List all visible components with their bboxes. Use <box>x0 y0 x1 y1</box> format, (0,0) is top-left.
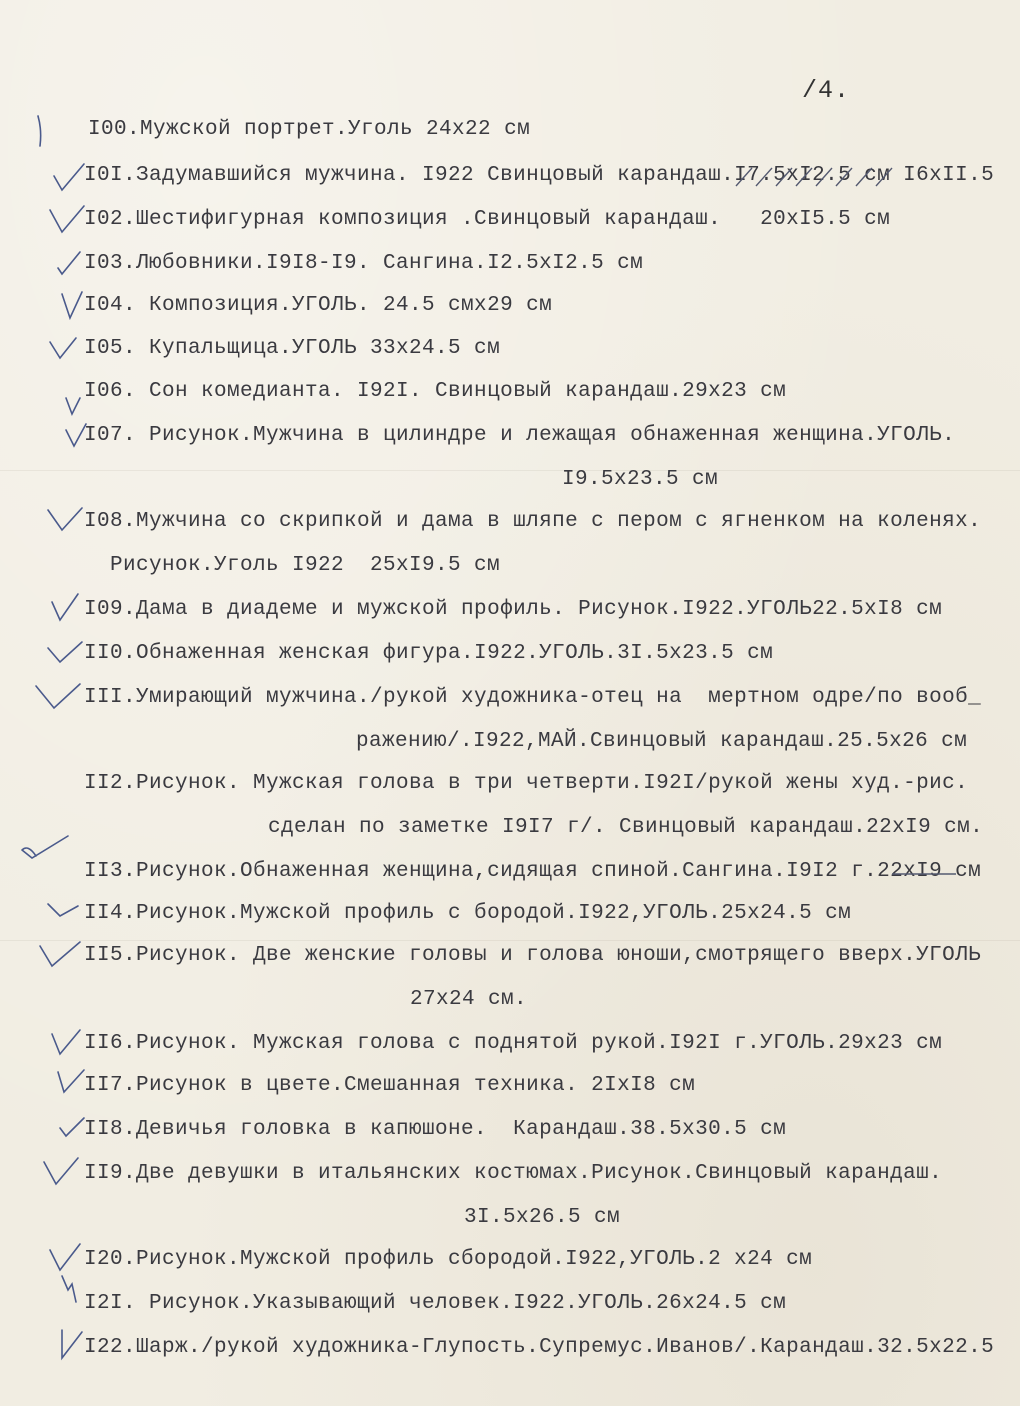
page-number: /4. <box>802 76 851 105</box>
checkmark-icon <box>44 896 84 924</box>
strikethrough-line <box>890 862 960 886</box>
catalog-entry-105: I05. Купальщица.УГОЛЬ 33х24.5 см <box>84 337 501 360</box>
checkmark-icon <box>50 160 90 196</box>
catalog-entry-103: I03.Любовники.I9I8-I9. Сангина.I2.5хI2.5 см <box>84 252 644 275</box>
catalog-entry-115-continued: 27х24 см. <box>410 988 528 1011</box>
catalog-entry-110: II0.Обнаженная женская фигура.I922.УГОЛЬ.3I.5х23.5 см <box>84 642 774 665</box>
catalog-entry-100: I00.Мужской портрет.Уголь 24х22 см <box>88 118 531 141</box>
checkmark-icon <box>46 332 86 364</box>
catalog-entry-114: II4.Рисунок.Мужской профиль с бородой.I922,УГОЛЬ.25х24.5 см <box>84 902 852 925</box>
catalog-entry-106: I06. Сон комедианта. I92I. Свинцовый карандаш.29х23 см <box>84 380 787 403</box>
checkmark-icon <box>62 392 90 422</box>
catalog-entry-122: I22.Шарж./рукой художника-Глупость.Супремус.Иванов/.Карандаш.32.5х22.5 <box>84 1336 995 1359</box>
pencil-stroke-icon <box>28 112 58 152</box>
catalog-entry-115: II5.Рисунок. Две женские головы и голова юноши,смотрящего вверх.УГОЛЬ <box>84 944 982 967</box>
checkmark-icon <box>62 420 92 452</box>
catalog-entry-109: I09.Дама в диадеме и мужской профиль. Рисунок.I922.УГОЛЬ22.5хI8 см <box>84 598 943 621</box>
checkmark-icon <box>46 1240 86 1276</box>
checkmark-icon <box>36 938 86 972</box>
catalog-entry-112-continued: сделан по заметке I9I7 г/. Свинцовый карандаш.22хI9 см. <box>268 816 984 839</box>
catalog-entry-117: II7.Рисунок в цвете.Смешанная техника. 2IхI8 см <box>84 1074 696 1097</box>
checkmark-icon <box>52 246 88 280</box>
catalog-entry-108: I08.Мужчина со скрипкой и дама в шляпе с пером с ягненком на коленях. <box>84 510 982 533</box>
checkmark-icon <box>32 680 86 714</box>
checkmark-icon <box>44 504 88 536</box>
catalog-entry-119: II9.Две девушки в итальянских костюмах.Рисунок.Свинцовый карандаш. <box>84 1162 943 1185</box>
checkmark-icon <box>54 1066 90 1098</box>
catalog-entry-107: I07. Рисунок.Мужчина в цилиндре и лежащая обнаженная женщина.УГОЛЬ. <box>84 424 956 447</box>
catalog-entry-108-continued: Рисунок.Уголь I922 25хI9.5 см <box>110 554 501 577</box>
catalog-entry-104: I04. Композиция.УГОЛЬ. 24.5 смх29 см <box>84 294 553 317</box>
strikethrough-scribble <box>732 164 902 194</box>
checkmark-icon <box>56 288 90 324</box>
checkmark-icon <box>40 1154 84 1190</box>
catalog-entry-111: III.Умирающий мужчина./рукой художника-отец на мертном одре/по вооб_ <box>84 686 982 709</box>
paper-crease <box>0 470 1020 471</box>
catalog-entry-120: I20.Рисунок.Мужской профиль сбородой.I922,УГОЛЬ.2 х24 см <box>84 1248 813 1271</box>
catalog-entry-118: II8.Девичья головка в капюшоне. Карандаш.38.5х30.5 см <box>84 1118 787 1141</box>
catalog-entry-112: II2.Рисунок. Мужская голова в три четверти.I92I/рукой жены худ.-рис. <box>84 772 969 795</box>
checkmark-icon <box>56 1272 90 1308</box>
catalog-entry-116: II6.Рисунок. Мужская голова с поднятой рукой.I92I г.УГОЛЬ.29х23 см <box>84 1032 943 1055</box>
catalog-entry-113: II3.Рисунок.Обнаженная женщина,сидящая спиной.Сангина.I9I2 г.22хI9 см <box>84 860 982 883</box>
paper-crease <box>0 940 1020 941</box>
catalog-entry-102: I02.Шестифигурная композиция .Свинцовый карандаш. 20хI5.5 см <box>84 208 891 231</box>
catalog-entry-111-continued: ражению/.I922,МАЙ.Свинцовый карандаш.25.5х26 см <box>356 730 968 753</box>
checkmark-icon <box>18 830 74 864</box>
catalog-entry-121: I2I. Рисунок.Указывающий человек.I922.УГОЛЬ.26х24.5 см <box>84 1292 787 1315</box>
catalog-entry-107-continued: I9.5х23.5 см <box>562 468 719 491</box>
checkmark-icon <box>46 590 86 626</box>
checkmark-icon <box>54 1326 90 1366</box>
checkmark-icon <box>46 202 90 238</box>
checkmark-icon <box>46 1024 86 1060</box>
catalog-entry-101: I0I.Задумавшийся мужчина. I922 Свинцовый карандаш.I7.5хI2.5 см I6хII.5 <box>84 164 995 187</box>
checkmark-icon <box>56 1112 90 1142</box>
catalog-entry-119-continued: 3I.5х26.5 см <box>464 1206 621 1229</box>
checkmark-icon <box>44 636 88 668</box>
